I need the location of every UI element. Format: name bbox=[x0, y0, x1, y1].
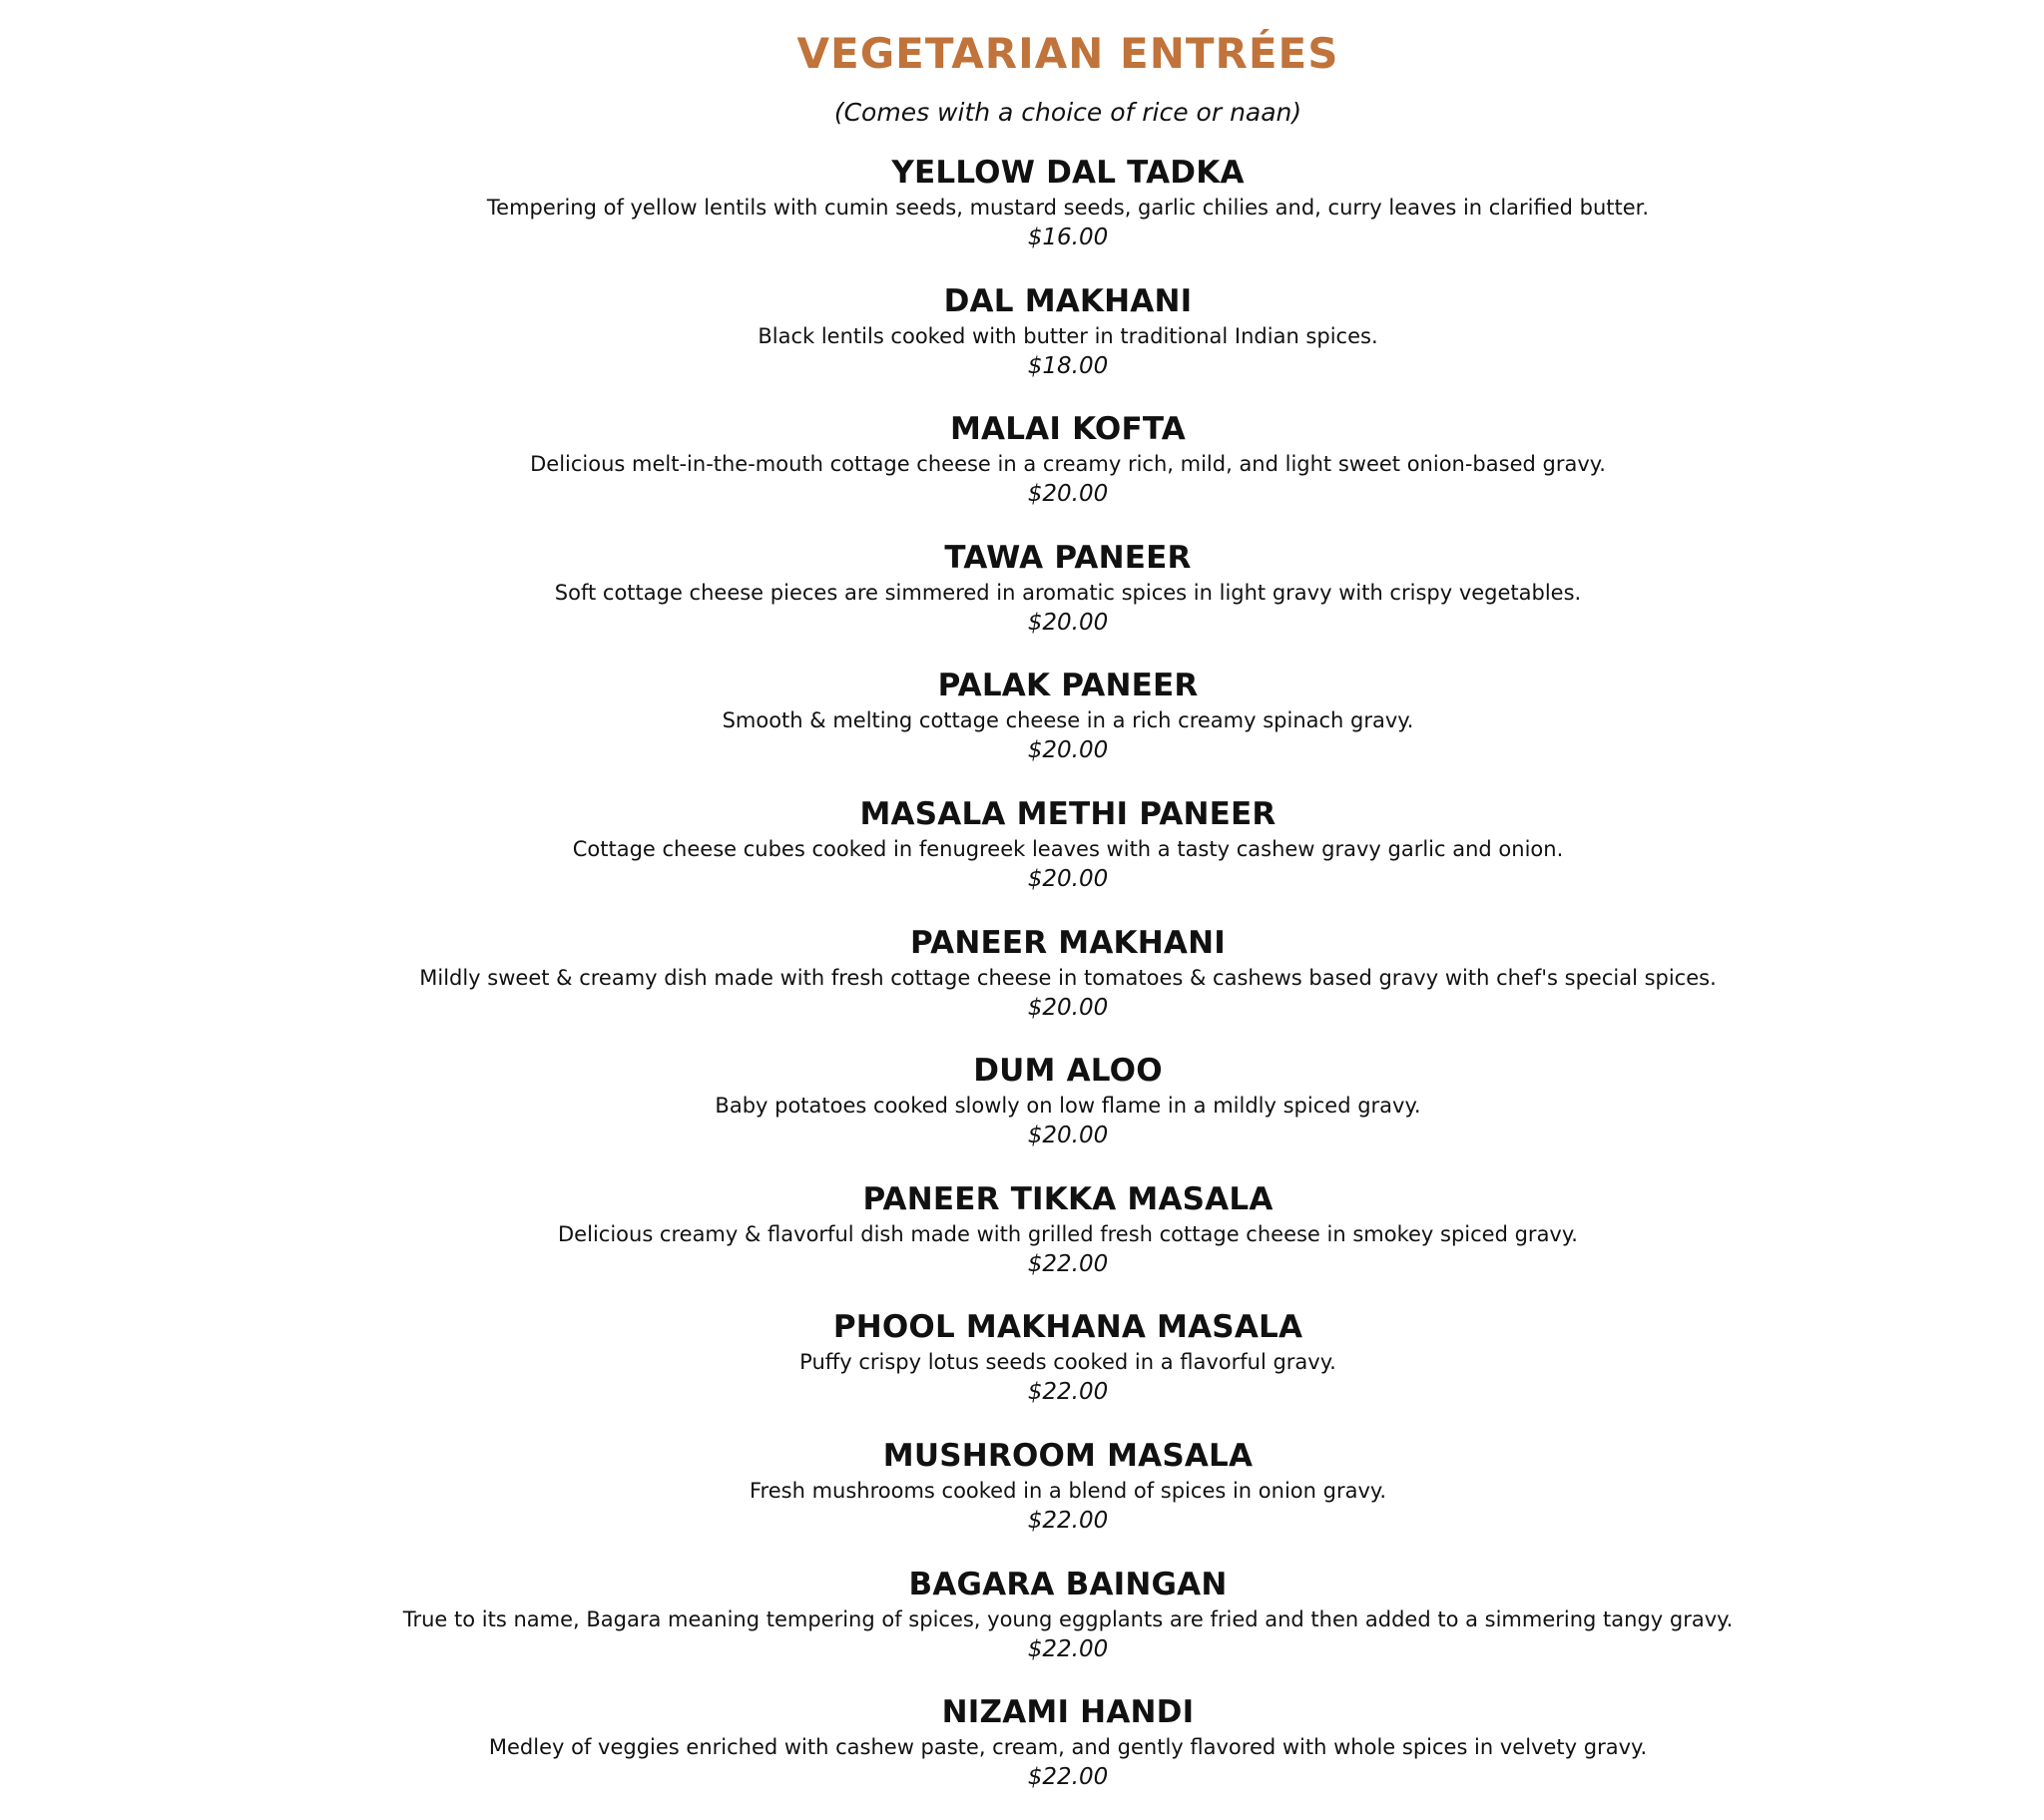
menu-item bbox=[0, 1050, 2044, 1178]
item-description: Soft cottage cheese pieces are simmered in aromatic spices in light gravy with crispy vegetables. bbox=[554, 580, 1582, 605]
item-name: DUM ALOO bbox=[973, 1053, 1163, 1090]
menu-item bbox=[0, 1306, 2044, 1435]
item-price: $22.00 bbox=[1027, 1250, 1109, 1277]
item-description: Medley of veggies enriched with cashew paste, cream, and gently flavored with whole spices in velvety gravy. bbox=[488, 1735, 1648, 1760]
item-description: Cottage cheese cubes cooked in fenugreek leaves with a tasty cashew gravy garlic and onion. bbox=[572, 836, 1564, 861]
item-name: MALAI KOFTA bbox=[949, 411, 1186, 448]
menu-item bbox=[0, 152, 2044, 280]
item-name: NIZAMI HANDI bbox=[941, 1694, 1195, 1731]
item-price: $22.00 bbox=[1027, 1635, 1109, 1662]
item-price: $22.00 bbox=[1027, 1764, 1109, 1791]
menu-item bbox=[0, 922, 2044, 1051]
item-description: Fresh mushrooms cooked in a blend of spices in onion gravy. bbox=[750, 1478, 1386, 1503]
section-title: VEGETARIAN ENTRÉES bbox=[796, 29, 1339, 78]
item-price: $20.00 bbox=[1027, 994, 1109, 1021]
item-price: $22.00 bbox=[1027, 1507, 1109, 1534]
item-price: $18.00 bbox=[1027, 352, 1109, 379]
item-description: Smooth & melting cottage cheese in a rich creamy spinach gravy. bbox=[722, 708, 1414, 733]
menu-item bbox=[0, 1178, 2044, 1307]
menu-item bbox=[0, 1564, 2044, 1692]
item-price: $20.00 bbox=[1027, 481, 1109, 508]
item-description: Baby potatoes cooked slowly on low flame in a mildly spiced gravy. bbox=[715, 1094, 1421, 1119]
menu-item-list bbox=[0, 152, 2044, 1820]
item-name: MASALA METHI PANEER bbox=[859, 795, 1277, 832]
section-note: (Comes with a choice of rice or naan) bbox=[833, 98, 1302, 127]
item-name: PANEER MAKHANI bbox=[910, 924, 1226, 961]
item-description: Puffy crispy lotus seeds cooked in a flavorful gravy. bbox=[799, 1350, 1336, 1375]
menu-item bbox=[0, 793, 2044, 922]
item-description: Delicious melt-in-the-mouth cottage cheese in a creamy rich, mild, and light sweet onion-based gravy. bbox=[530, 452, 1606, 477]
item-description: True to its name, Bagara meaning tempering of spices, young eggplants are fried and then added to a simmering tangy gravy. bbox=[402, 1606, 1734, 1631]
item-price: $20.00 bbox=[1027, 737, 1109, 764]
menu-item bbox=[0, 1691, 2044, 1820]
item-price: $16.00 bbox=[1027, 225, 1109, 250]
item-name: BAGARA BAINGAN bbox=[908, 1566, 1228, 1602]
item-name: PALAK PANEER bbox=[937, 668, 1199, 704]
item-description: Tempering of yellow lentils with cumin seeds, mustard seeds, garlic chilies and, curry leaves in clarified butter. bbox=[486, 196, 1650, 220]
item-description: Black lentils cooked with butter in traditional Indian spices. bbox=[758, 323, 1378, 348]
menu-item bbox=[0, 1435, 2044, 1564]
item-price: $22.00 bbox=[1027, 1379, 1109, 1406]
item-name: PANEER TIKKA MASALA bbox=[862, 1180, 1274, 1217]
item-description: Mildly sweet & creamy dish made with fresh cottage cheese in tomatoes & cashews based gravy with chef's special spices. bbox=[419, 965, 1717, 990]
item-price: $20.00 bbox=[1027, 1123, 1109, 1149]
item-name: TAWA PANEER bbox=[944, 539, 1192, 576]
item-name: YELLOW DAL TADKA bbox=[891, 155, 1245, 191]
menu-item bbox=[0, 408, 2044, 537]
menu-item bbox=[0, 280, 2044, 409]
menu-item bbox=[0, 665, 2044, 793]
item-name: DAL MAKHANI bbox=[943, 282, 1193, 319]
item-name: MUSHROOM MASALA bbox=[882, 1437, 1254, 1474]
item-description: Delicious creamy & flavorful dish made with grilled fresh cottage cheese in smokey spiced gravy. bbox=[558, 1221, 1578, 1246]
item-price: $20.00 bbox=[1027, 609, 1109, 636]
item-price: $20.00 bbox=[1027, 865, 1109, 892]
menu-item bbox=[0, 537, 2044, 666]
item-name: PHOOL MAKHANA MASALA bbox=[832, 1309, 1303, 1346]
